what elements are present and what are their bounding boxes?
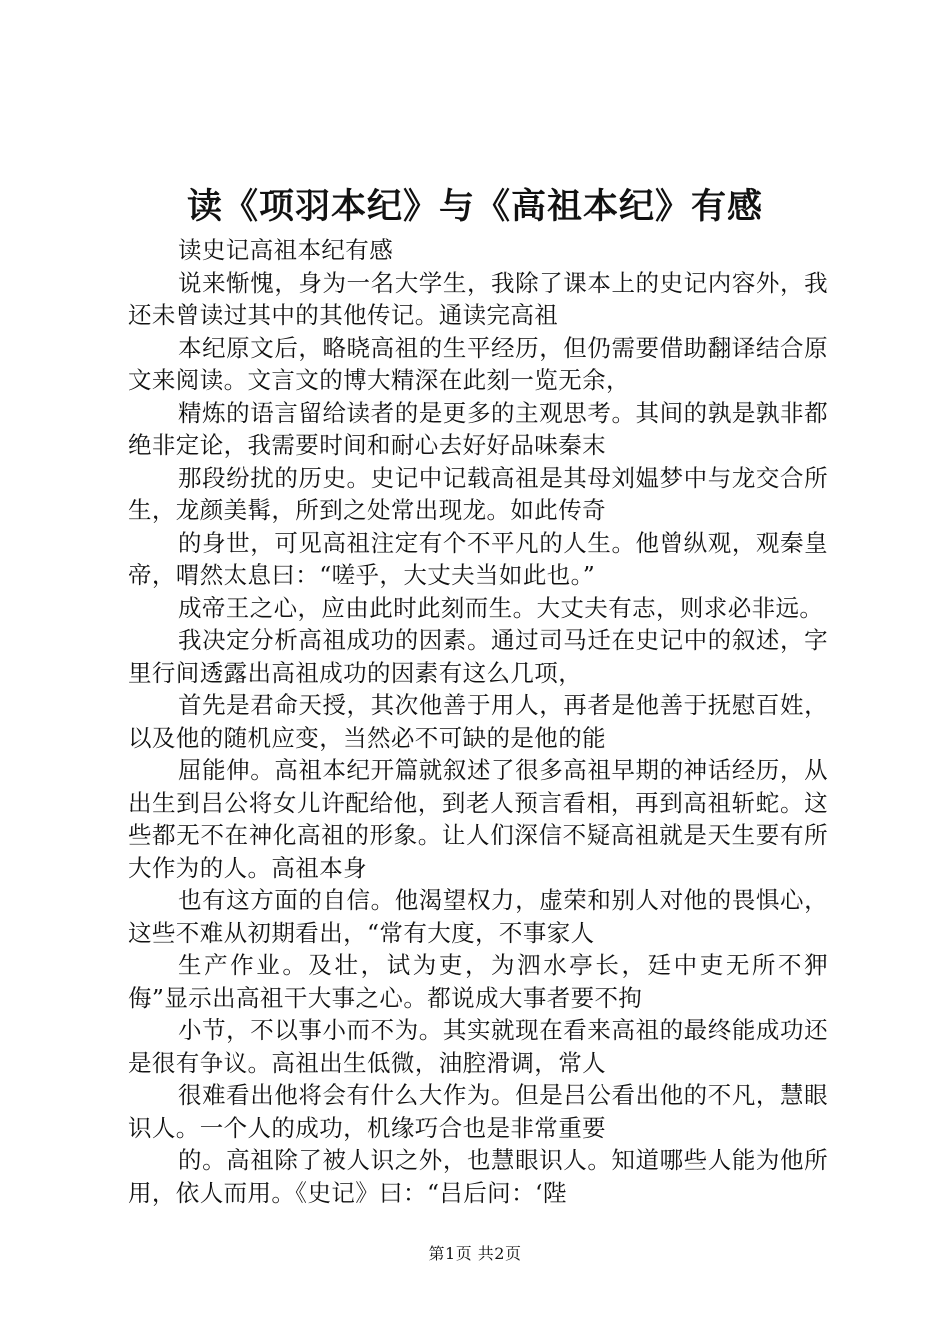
paragraph: 很难看出他将会有什么大作为。但是吕公看出他的不凡，慧眼识人。一个人的成功，机缘巧合也是非常重要	[128, 1081, 828, 1142]
paragraph: 也有这方面的自信。他渴望权力，虚荣和别人对他的畏惧心，这些不难从初期看出，“常有大度，不事家人	[128, 886, 828, 947]
document-body	[128, 234, 828, 1209]
paragraph: 读史记高祖本纪有感	[178, 236, 394, 264]
paragraph: 小节，不以事小而不为。其实就现在看来高祖的最终能成功还是很有争议。高祖出生低微，油腔滑调，常人	[128, 1016, 828, 1077]
paragraph: 本纪原文后，略晓高祖的生平经历，但仍需要借助翻译结合原文来阅读。文言文的博大精深在此刻一览无余，	[128, 333, 828, 394]
paragraph: 首先是君命天授，其次他善于用人，再者是他善于抚慰百姓，以及他的随机应变，当然必不可缺的是他的能	[128, 691, 828, 752]
paragraph: 成帝王之心，应由此时此刻而生。大丈夫有志，则求必非远。	[178, 593, 824, 622]
document-title: 读《项羽本纪》与《高祖本纪》有感	[186, 186, 763, 227]
paragraph: 精炼的语言留给读者的是更多的主观思考。其间的孰是孰非都绝非定论，我需要时间和耐心去好好品味秦末	[128, 398, 828, 459]
paragraph: 屈能伸。高祖本纪开篇就叙述了很多高祖早期的神话经历，从出生到吕公将女儿许配给他，到老人预言看相，再到高祖斩蛇。这些都无不在神化高祖的形象。让人们深信不疑高祖就是天生要有所大作为的人。高祖本身	[128, 756, 828, 882]
paragraph: 的。高祖除了被人识之外，也慧眼识人。知道哪些人能为他所用，依人而用。《史记》曰：“吕后问：‘陛	[128, 1146, 828, 1207]
paragraph: 那段纷扰的历史。史记中记载高祖是其母刘媪梦中与龙交合所生，龙颜美髯，所到之处常出现龙。如此传奇	[128, 463, 828, 524]
paragraph: 生产作业。及壮，试为吏，为泗水亭长，廷中吏无所不狎侮”显示出高祖干大事之心。都说成大事者要不拘	[128, 951, 828, 1012]
paragraph: 的身世，可见高祖注定有个不平凡的人生。他曾纵观，观秦皇帝，喟然太息曰：“嗟乎，大丈夫当如此也。”	[128, 528, 828, 589]
page-footer: 第1页 共2页	[428, 1244, 522, 1263]
paragraph: 说来惭愧，身为一名大学生，我除了课本上的史记内容外，我还未曾读过其中的其他传记。通读完高祖	[128, 268, 828, 329]
paragraph: 我决定分析高祖成功的因素。通过司马迁在史记中的叙述，字里行间透露出高祖成功的因素有这么几项，	[128, 626, 828, 687]
